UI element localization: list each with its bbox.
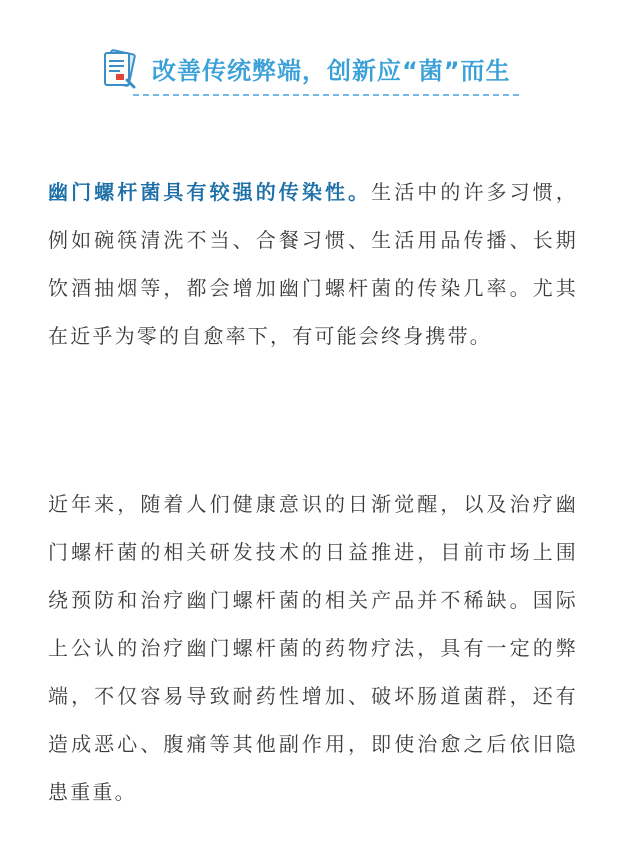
- paragraph-text: 近年来，随着人们健康意识的日渐觉醒，以及治疗幽门螺杆菌的相关研发技术的日益推进，目前市场上围绕预防和治疗幽门螺杆菌的相关产品并不稀缺。国际上公认的治疗幽门螺杆菌的药物疗法，具有一定的弊端，不仅容易导致耐药性增加、破坏肠道菌群，还有造成恶心、腹痛等其他副作用，即使治愈之后依旧隐患重重。: [48, 492, 578, 804]
- paragraph-lead: 幽门螺杆菌具有较强的传染性。: [48, 180, 372, 204]
- paragraph-transmission: [48, 168, 578, 408]
- paragraph-text: 生活中的许多习惯，例如碗筷清洗不当、合餐习惯、生活用品传播、长期饮酒抽烟等，都会增加幽门螺杆菌的传染几率。尤其在近乎为零的自愈率下，有可能会终身携带。: [48, 180, 578, 348]
- clipboard-document-icon: [100, 47, 138, 89]
- paragraph-treatment: [48, 480, 578, 816]
- article-body: [48, 168, 578, 816]
- section-title: 改善传统弊端，创新应“菌”而生: [152, 56, 511, 85]
- section-header-row: [100, 46, 511, 90]
- title-divider: [133, 94, 519, 96]
- section-header: [0, 40, 620, 100]
